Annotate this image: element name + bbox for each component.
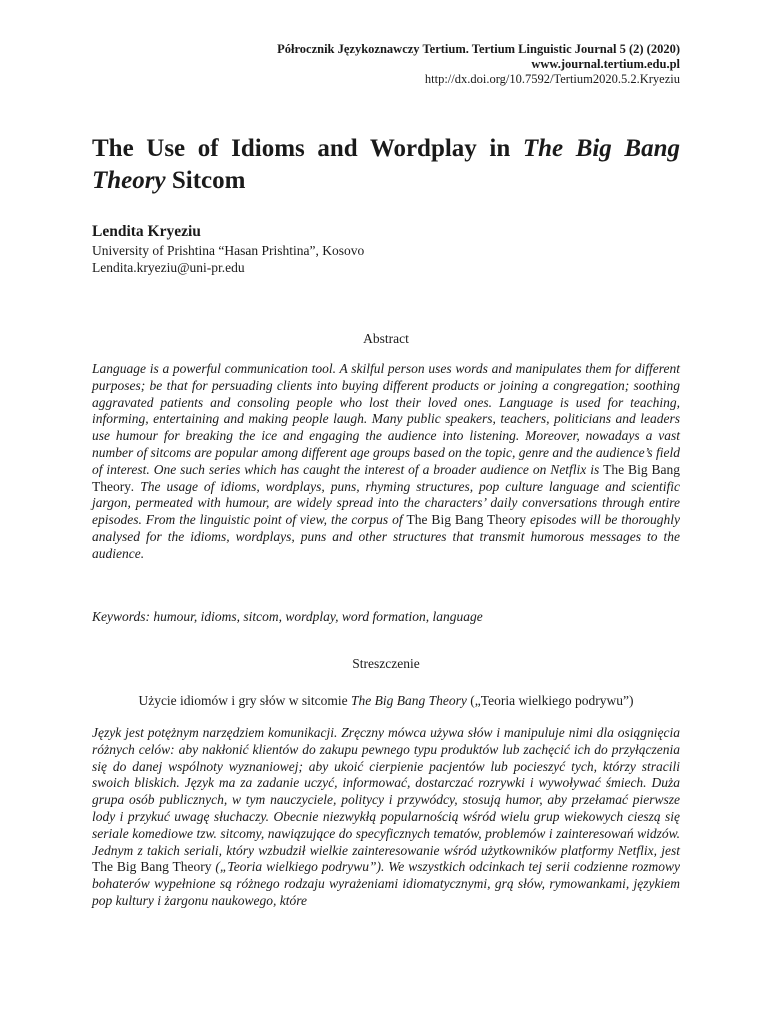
streszczenie-show: The Big Bang Theory — [92, 859, 212, 875]
author-block — [92, 222, 680, 276]
author-affiliation: University of Prishtina “Hasan Prishtina”, Kosovo — [92, 243, 365, 258]
abstract-text-3: episodes will be thoroughly analysed for the idioms, wordplays, puns and other structures that transmit humorous messages to the audience. — [92, 512, 681, 561]
paper-title — [92, 133, 680, 197]
journal-name: Półrocznik Językoznawczy Tertium. Tertium Linguistic Journal 5 (2) (2020) — [277, 42, 680, 56]
abstract-text-1: Language is a powerful communication tool. A skilful person uses words and manipulates them for different purposes; be that for persuading clients into buying different products or joining a congregation; soothing aggravated patients and consoling people who lost their loved ones. Language is used for teaching, informing, entertaining and making people laugh. Many public speakers, teachers, politicians and leaders use humour for breaking the ice and engaging the audience into listening. Moreover, nowadays a vast number of sitcoms are popular among different age groups based on the topic, genre and the audience’s field of interest. One such series which has caught the interest of a broader audience on Netflix is — [92, 361, 680, 477]
polish-title-show: The Big Bang Theory — [351, 693, 467, 708]
title-part-1: The Use of Idioms and Wordplay in — [92, 135, 523, 162]
abstract-text — [92, 361, 680, 563]
streszczenie-text — [92, 725, 680, 910]
keywords: Keywords: humour, idioms, sitcom, wordplay, word formation, language — [92, 609, 483, 624]
polish-title-part-1: Użycie idiomów i gry słów w sitcomie — [138, 693, 352, 708]
abstract-show-1: The Big Bang Theory — [92, 461, 680, 494]
author-email[interactable]: Lendita.kryeziu@uni-pr.edu — [92, 260, 245, 275]
abstract-heading: Abstract — [363, 331, 409, 346]
doi-link[interactable]: http://dx.doi.org/10.7592/Tertium2020.5.2.Kryeziu — [424, 72, 680, 86]
title-part-2: Sitcom — [165, 167, 246, 194]
polish-title — [92, 693, 680, 709]
title-show-name: The Big Bang Theory — [92, 135, 680, 194]
journal-header — [277, 42, 680, 87]
abstract-text-2: . The usage of idioms, wordplays, puns, rhyming structures, pop culture language and scientific jargon, permeated with humour, are widely spread into the characters’ daily conversations through entire episodes. From the linguistic point of view, the corpus of — [92, 478, 680, 528]
author-name: Lendita Kryeziu — [92, 223, 201, 240]
abstract-show-2: The Big Bang Theory — [406, 512, 527, 528]
streszczenie-text-2: („Teoria wielkiego podrywu”). We wszystkich odcinkach tej serii codzienne rozmowy bohaterów wypełnione są różnego rodzaju wyrażeniami idiomatycznymi, grą słów, rymowankami, językiem pop kultury i żargonu naukowego, które — [92, 859, 681, 908]
streszczenie-text-1: Język jest potężnym narzędziem komunikacji. Zręczny mówca używa słów i manipuluje nimi dla osiągnięcia różnych celów: aby nakłonić klientów do zakupu pewnego typu produktów lub zachęcić ich do przyłączenia się do danej wspólnoty wyznaniowej; aby ukoić cierpienie pacjentów lub pocieszyć tych, którzy stracili swoich bliskich. Język ma za zadanie uczyć, informować, dostarczać rozrywki i wywoływać śmiech. Duża grupa osób publicznych, w tym nauczyciele, politycy i przywódcy, stosują humor, aby przełamać pierwsze lody i przykuć uwagę słuchaczy. Obecnie niezwykłą popularnością wśród wielu grup wiekowych cieszą się seriale komediowe tzw. sitcomy, nawiązujące do specyficznych tematów, problemów i zainteresowań widzów. Jednym z takich seriali, który wzbudził wielkie zainteresowanie wśród użytkowników platformy Netflix, jest — [92, 725, 680, 858]
polish-title-part-2: („Teoria wielkiego podrywu”) — [466, 693, 634, 708]
journal-website[interactable]: www.journal.tertium.edu.pl — [531, 57, 680, 71]
streszczenie-heading: Streszczenie — [352, 656, 420, 671]
